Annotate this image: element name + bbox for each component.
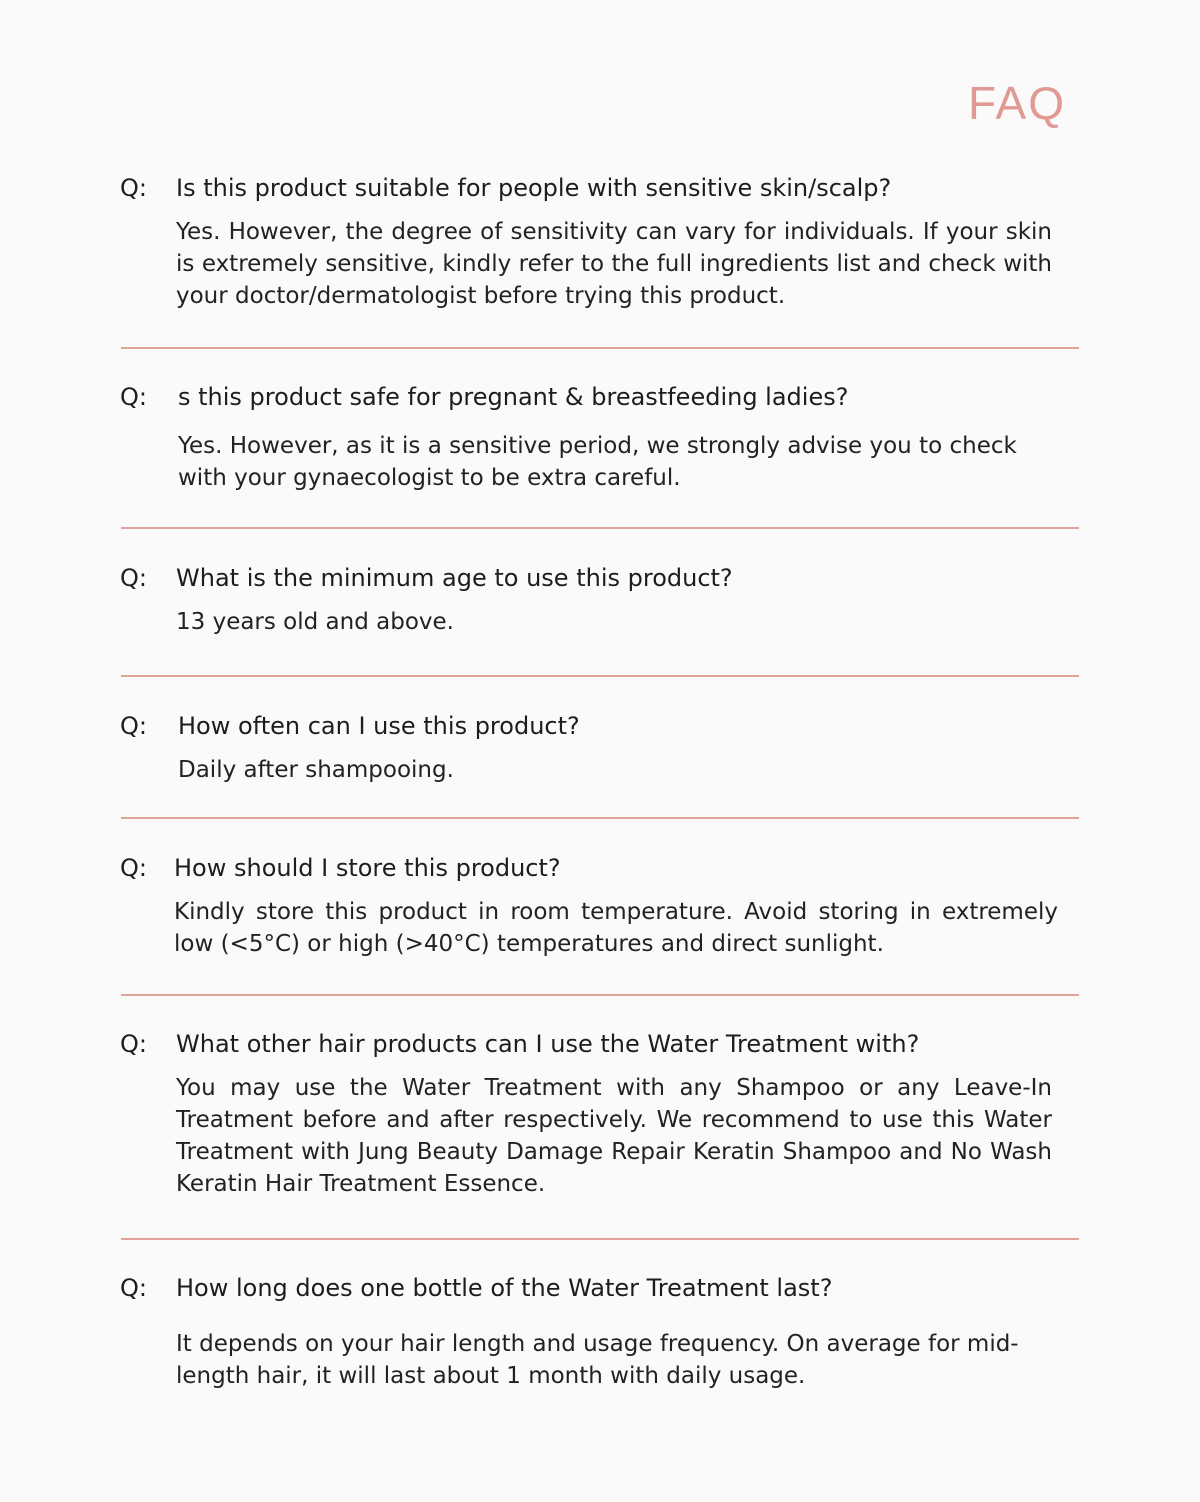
faq-answer: Yes. However, as it is a sensitive period, we strongly advise you to check with your gynaecologist to be extra careful. xyxy=(178,433,1017,491)
faq-question: s this product safe for pregnant & breastfeeding ladies? xyxy=(178,383,849,411)
faq-question-row xyxy=(120,1271,1080,1305)
faq-question: What is the minimum age to use this product? xyxy=(176,564,733,592)
faq-question-row xyxy=(120,380,1080,414)
faq-item xyxy=(120,709,1080,783)
faq-answer: Daily after shampooing. xyxy=(178,757,454,783)
faq-question-row xyxy=(120,851,1080,885)
question-prefix: Q: xyxy=(120,854,147,882)
faq-item xyxy=(120,1027,1080,1197)
divider xyxy=(121,817,1079,819)
question-prefix: Q: xyxy=(120,383,147,411)
faq-item xyxy=(120,561,1080,635)
question-prefix: Q: xyxy=(120,1030,147,1058)
question-prefix: Q: xyxy=(120,174,147,202)
faq-question-row xyxy=(120,171,1080,205)
page-title: FAQ xyxy=(967,77,1066,129)
faq-item xyxy=(120,380,1080,491)
faq-question: How often can I use this product? xyxy=(178,712,580,740)
question-prefix: Q: xyxy=(120,1274,147,1302)
faq-question-row xyxy=(120,561,1080,595)
faq-question: What other hair products can I use the Water Treatment with? xyxy=(176,1030,920,1058)
question-prefix: Q: xyxy=(120,712,147,740)
faq-question-row xyxy=(120,1027,1080,1061)
faq-answer: It depends on your hair length and usage frequency. On average for mid-length hair, it will last about 1 month with daily usage. xyxy=(176,1331,1019,1389)
faq-item xyxy=(120,1271,1080,1389)
question-prefix: Q: xyxy=(120,564,147,592)
faq-question: How should I store this product? xyxy=(174,854,561,882)
faq-answer: You may use the Water Treatment with any Shampoo or any Leave-In Treatment before and after respectively. We recommend to use this Water Treatment with Jung Beauty Damage Repair Keratin Shampoo and No Wash Keratin Hair Treatment Essence. xyxy=(176,1075,1052,1197)
divider xyxy=(121,527,1079,529)
faq-answer: Yes. However, the degree of sensitivity can vary for individuals. If your skin is extremely sensitive, kindly refer to the full ingredients list and check with your doctor/dermatologist before trying this product. xyxy=(176,219,1052,309)
faq-question-row xyxy=(120,709,1080,743)
faq-question: How long does one bottle of the Water Treatment last? xyxy=(176,1274,833,1302)
divider xyxy=(121,994,1079,996)
divider xyxy=(121,675,1079,677)
faq-answer: 13 years old and above. xyxy=(176,609,454,635)
divider xyxy=(121,347,1079,349)
faq-answer: Kindly store this product in room temperature. Avoid storing in extremely low (<5°C) or high (>40°C) temperatures and direct sunlight. xyxy=(174,899,1058,957)
faq-item xyxy=(120,171,1080,309)
divider xyxy=(121,1238,1079,1240)
faq-item xyxy=(120,851,1080,957)
faq-question: Is this product suitable for people with sensitive skin/scalp? xyxy=(176,174,892,202)
